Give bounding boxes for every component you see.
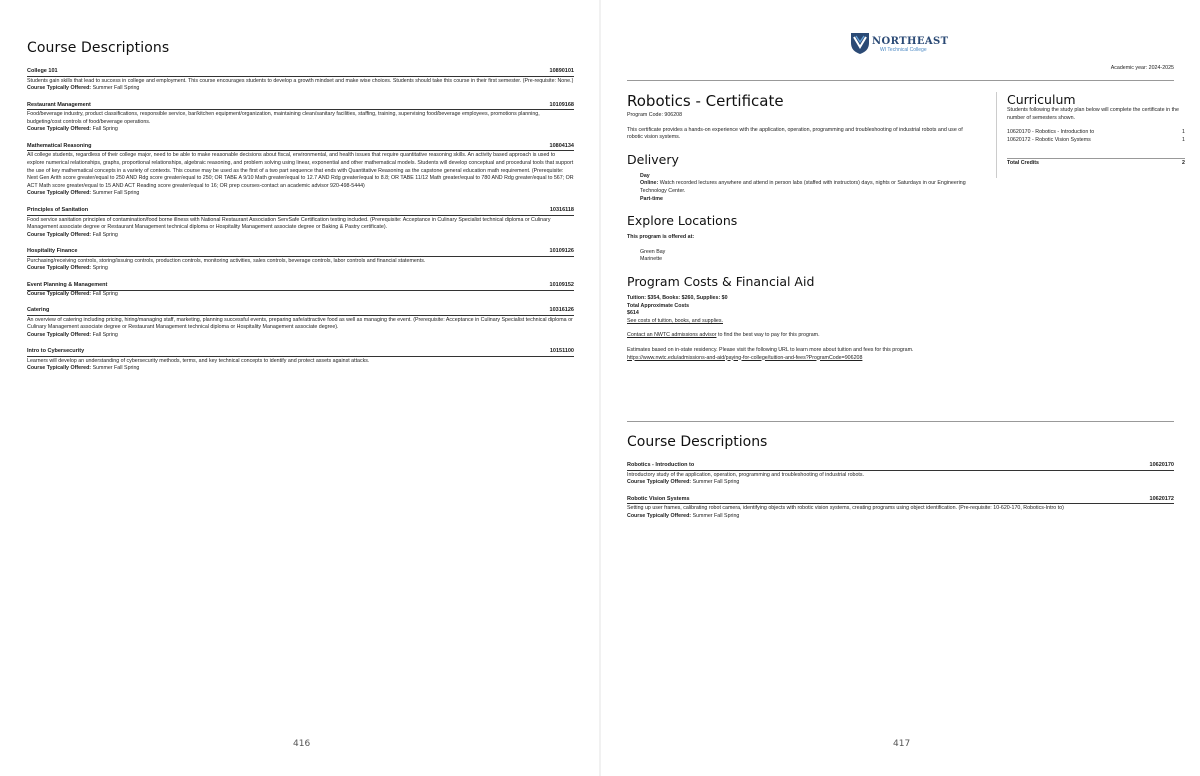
course-code: 10316126 xyxy=(549,307,574,314)
curriculum-row-credits: 1 xyxy=(1182,136,1185,143)
course-description: Food/beverage industry, product classifications, responsible service, bar/kitchen equipment/organization, maintaining clean/sanitary facilities, staffing, training, supervising food/beverage employees, promotions planning, budgeting/cost controls of food/beverage operations. xyxy=(27,111,540,125)
offered-label: Course Typically Offered: xyxy=(27,265,92,272)
course-code: 10316118 xyxy=(549,207,574,214)
costs-total: $614 xyxy=(627,310,639,317)
delivery-day: Day xyxy=(640,172,650,179)
course-name: Catering xyxy=(27,307,50,314)
course-offered xyxy=(27,85,574,93)
course-offered xyxy=(27,190,574,198)
course-entry xyxy=(27,102,574,134)
program-description: This certificate provides a hands-on experience with the application, operation, programming and troubleshooting of industrial robots and use of robotic vision systems. xyxy=(627,126,963,141)
offered-terms: Fall Spring xyxy=(92,290,118,297)
course-entry xyxy=(27,348,574,373)
offered-terms: Summer Fall Spring xyxy=(92,190,140,197)
delivery-section xyxy=(627,173,977,203)
tuition-url-link[interactable]: https://www.nwtc.edu/admissions-and-aid/paying-for-college/tuition-and-fees?ProgramCode=906208 xyxy=(627,354,863,361)
total-credits-value: 2 xyxy=(1182,160,1185,167)
course-header xyxy=(27,143,574,152)
course-code: 10109126 xyxy=(549,248,574,255)
logo-name: NORTHEAST xyxy=(872,36,949,47)
course-entry xyxy=(27,307,574,339)
curriculum-row-label: 10620170 - Robotics - Introduction to xyxy=(1007,129,1095,136)
course-description: An overview of catering including pricing, hiring/managing staff, marketing, planning successful events, preparing safe/attractive food as well as managing the event. (Prerequisite: Acceptance in Culinary Specialist technical diploma or Culinary Management associate degree or Restaurant Management technical diploma or Hospitality Management associate degree). xyxy=(27,316,573,331)
admissions-advisor-link[interactable]: Contact an NWTC admissions advisor xyxy=(627,332,717,339)
course-header xyxy=(27,207,574,216)
course-code: 10890101 xyxy=(549,68,574,74)
course-description: Students gain skills that lead to success in college and employment. This course encourages students to develop a growth mindset and make wise choices. Students should take this course in their first semester. (Pre-requisite: None.) xyxy=(27,77,574,84)
offered-terms: Fall Spring xyxy=(92,231,118,238)
course-header xyxy=(627,496,1174,505)
course-name: Intro to Cybersecurity xyxy=(27,348,85,355)
course-description: Purchasing/receiving controls, storing/issuing controls, production controls, monitoring activities, sales controls, beverage controls, labor controls and financial statements. xyxy=(27,257,426,264)
offered-terms: Summer Fall Spring xyxy=(692,479,740,486)
offered-terms: Summer Fall Spring xyxy=(92,85,140,92)
course-offered xyxy=(627,479,1174,487)
delivery-online-text: Watch recorded lectures anywhere and attend in person labs (staffed with instructors) days, nights or Saturdays in our Engineering Technology Center. xyxy=(640,180,966,194)
curriculum-row-credits: 1 xyxy=(1182,129,1185,136)
curriculum-column xyxy=(996,92,1185,178)
course-list xyxy=(627,462,1174,529)
course-offered xyxy=(27,265,574,273)
program-code: Program Code: 906208 xyxy=(627,112,683,118)
course-list xyxy=(27,68,574,382)
offered-label: Course Typically Offered: xyxy=(27,365,92,372)
delivery-online-label: Online: xyxy=(640,180,659,187)
course-offered xyxy=(27,332,574,340)
contact-rest-text: to find the best way to pay for this program. xyxy=(716,332,820,339)
course-header xyxy=(27,348,574,357)
course-description: All college students, regardless of their college major, need to be able to make reasonable decisions about fiscal, environmental, and health issues that require quantitative reasoning skills. An activity based approach is used to explore numerical relationships, graphs, proportional relationships, algebraic reasoning, and problem solving using linear, exponential and other mathematical models. Students will develop conceptual and procedural tools that support the use of key mathematical concepts in a variety of contexts. This course may be used as the first of a two part sequence that ends with Quantitative Reasoning as the capstone general education math requirement. (Prerequisite: Next Gen Arith score greater/equal to 250 AND Rdg score greater/equal to 250; OR TABE A 9/10 Math greater/equal to 12.7 AND Rdg greater/equal to 8.8; OR TABE 11/12 Math greater/equal to 780 AND Rdg greater/equal to 567; OR ACT Math score greater/equal to 15 AND ACT Reading score greater/equal to 16; OR prep courses-contact an academic advisor 920-498-5444) xyxy=(27,152,574,189)
top-divider xyxy=(627,80,1174,81)
course-name: Hospitality Finance xyxy=(27,248,78,255)
academic-year: Academic year: 2024-2025 xyxy=(1110,65,1174,71)
nwtc-logo xyxy=(850,31,960,57)
offered-label: Course Typically Offered: xyxy=(27,85,92,92)
shield-logo-icon xyxy=(850,31,870,55)
course-offered xyxy=(27,126,574,134)
course-offered xyxy=(27,365,574,373)
course-name: Mathematical Reasoning xyxy=(27,142,92,149)
course-offered xyxy=(27,232,574,240)
offered-terms: Summer Fall Spring xyxy=(92,365,140,372)
locations-intro: This program is offered at: xyxy=(627,234,695,241)
offered-label: Course Typically Offered: xyxy=(627,479,692,486)
curriculum-row-label: 10620172 - Robotic Vision Systems xyxy=(1007,136,1091,143)
curriculum-intro: Students following the study plan below will complete the certificate in the number of semesters shown. xyxy=(1007,107,1179,121)
locations-heading: Explore Locations xyxy=(627,213,738,229)
section-divider xyxy=(627,421,1174,422)
program-main-column xyxy=(627,92,977,362)
course-code: 10109152 xyxy=(549,282,574,288)
course-descriptions-heading: Course Descriptions xyxy=(627,434,768,450)
costs-line: Tuition: $354, Books: $260, Supplies: $0 xyxy=(627,294,728,301)
course-offered xyxy=(27,291,574,299)
costs-total-label: Total Approximate Costs xyxy=(627,302,690,309)
location-item: Marinette xyxy=(640,256,663,263)
page-417 xyxy=(600,0,1200,776)
costs-link[interactable]: See costs of tuition, books, and supplies. xyxy=(627,317,723,324)
delivery-parttime: Part-time xyxy=(640,195,663,202)
course-name: Restaurant Management xyxy=(27,101,91,108)
course-entry xyxy=(27,248,574,273)
location-item: Green Bay xyxy=(640,248,666,255)
course-name: Principles of Sanitation xyxy=(27,207,89,214)
offered-label: Course Typically Offered: xyxy=(27,231,92,238)
curriculum-heading: Curriculum xyxy=(1007,92,1076,107)
offered-label: Course Typically Offered: xyxy=(27,190,92,197)
course-entry xyxy=(27,68,574,93)
course-entry xyxy=(627,496,1174,521)
course-code: 10620172 xyxy=(1149,495,1174,502)
offered-label: Course Typically Offered: xyxy=(27,290,92,297)
total-credits-label: Total Credits xyxy=(1007,160,1039,167)
course-header xyxy=(27,282,574,291)
course-entry xyxy=(27,143,574,198)
course-header xyxy=(627,462,1174,471)
course-header xyxy=(27,68,574,77)
course-code: 10151100 xyxy=(549,348,574,355)
course-description: Learners will develop an understanding of cybersecurity methods, terms, and key technical concepts to identify and protect assets against attacks. xyxy=(27,357,370,364)
course-entry xyxy=(27,282,574,298)
page-number: 417 xyxy=(893,739,911,749)
offered-terms: Summer Fall Spring xyxy=(692,512,740,519)
offered-label: Course Typically Offered: xyxy=(27,331,92,338)
curriculum-total xyxy=(1007,158,1185,166)
course-description: Setting up user frames, calibrating robot camera, identifying objects with robotic vision systems, creating programs using object identification. (Pre-requisite: 10-620-170, Robotics-Intro to) xyxy=(627,505,1064,512)
course-name: Robotic Vision Systems xyxy=(627,495,690,502)
page-number: 416 xyxy=(293,739,311,749)
course-name: Robotics - Introduction to xyxy=(627,462,695,468)
course-entry xyxy=(27,207,574,239)
logo-subtitle: WI Technical College xyxy=(880,47,927,53)
course-name: College 101 xyxy=(27,68,58,74)
curriculum-row xyxy=(1007,137,1185,145)
course-entry xyxy=(627,462,1174,487)
course-code: 10109168 xyxy=(549,101,574,108)
program-title: Robotics - Certificate xyxy=(627,92,784,110)
course-descriptions-heading: Course Descriptions xyxy=(27,40,170,56)
offered-label: Course Typically Offered: xyxy=(27,126,92,133)
course-offered xyxy=(627,513,1174,521)
course-description: Food service sanitation principles of contamination/food borne illness with National Restaurant Association ServSafe Certification testing included. (Prerequisite: Acceptance in Culinary Specialist technical diploma or Culinary Management associate degree or Restaurant Management technical diploma or Hospitality Management associate degree or Baking & Pastry certificate). xyxy=(27,216,551,231)
course-code: 10804134 xyxy=(549,142,574,149)
course-header xyxy=(27,307,574,316)
course-header xyxy=(27,248,574,257)
offered-label: Course Typically Offered: xyxy=(627,512,692,519)
offered-terms: Fall Spring xyxy=(92,126,118,133)
delivery-heading: Delivery xyxy=(627,151,679,167)
course-name: Event Planning & Management xyxy=(27,282,108,288)
course-code: 10620170 xyxy=(1149,462,1174,468)
offered-terms: Spring xyxy=(92,265,108,272)
course-header xyxy=(27,102,574,111)
offered-terms: Fall Spring xyxy=(92,331,118,338)
course-description: Introductory study of the application, operation, programming and troubleshooting of industrial robots. xyxy=(627,471,865,478)
curriculum-row xyxy=(1007,129,1185,137)
costs-heading: Program Costs & Financial Aid xyxy=(627,273,815,289)
estimate-note: Estimates based on in-state residency. Please visit the following URL to learn more about tuition and fees for this program. xyxy=(627,346,914,353)
